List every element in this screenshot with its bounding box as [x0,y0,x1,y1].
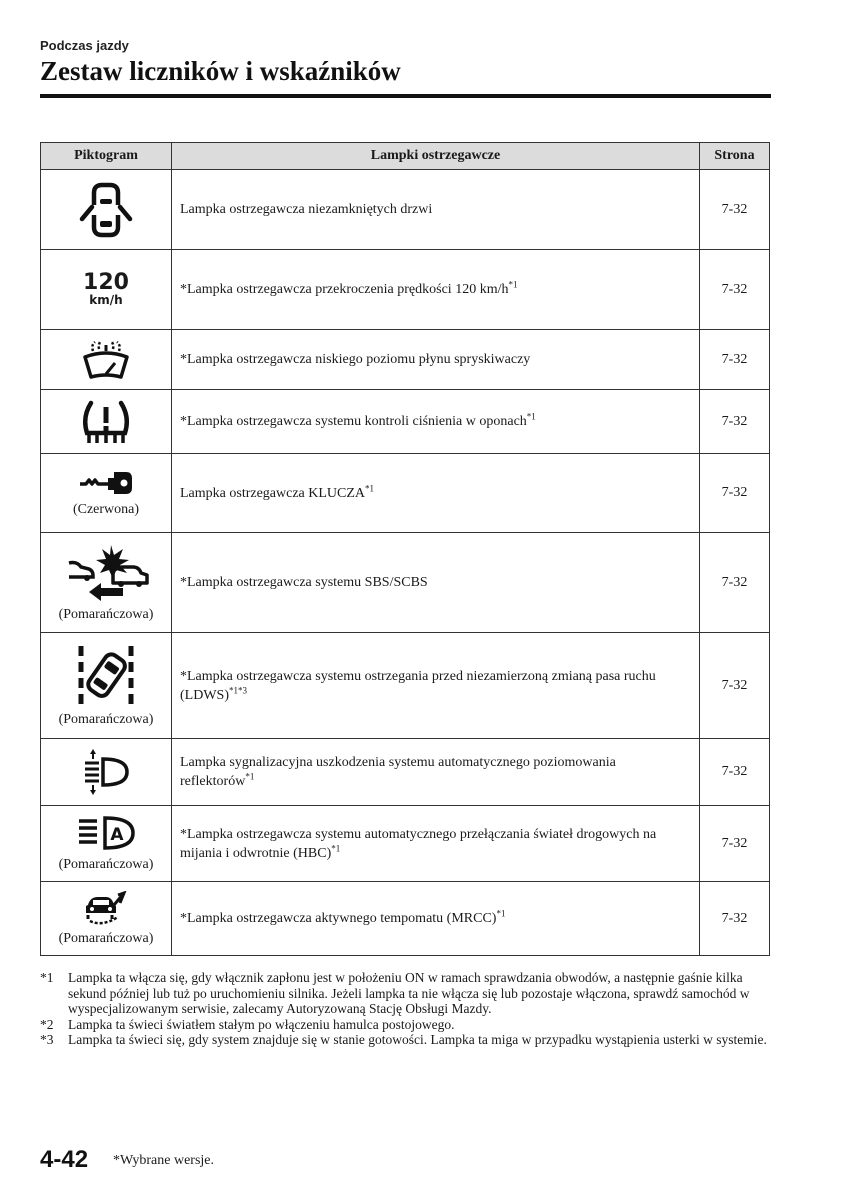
warning-description: *Lampka ostrzegawcza systemu kontroli ciśnienia w oponach$^{*1}$ [172,390,700,454]
page-number: 4-42 [40,1146,89,1173]
warning-description: *Lampka ostrzegawcza systemu SBS/SCBS [172,533,700,633]
table-row [41,882,770,956]
page-title: Zestaw liczników i wskaźników [40,56,401,86]
icon-cell [41,882,172,956]
washer-fluid-icon [81,339,131,381]
title-rule [40,94,771,98]
warning-description: *Lampka ostrzegawcza systemu automatycznego przełączania świateł drogowych na mijania i odwrotnie (HBC)$^{*1}$ [172,806,700,882]
footnote-mark: *1 [40,970,54,985]
page-reference: 7-32 [700,533,770,633]
speed-120-number: 120 [83,270,129,295]
door-ajar-icon [78,181,134,239]
warning-description: Lampka ostrzegawcza niezamkniętych drzwi [172,170,700,250]
icon-color-note: (Pomarańczowa) [58,711,154,727]
warning-description: *Lampka ostrzegawcza systemu ostrzegania przed niezamierzoną zmianą pasa ruchu (LDWS)$^{*1*3}$ [172,633,700,739]
warning-description: *Lampka ostrzegawcza aktywnego tempomatu (MRCC)$^{*1}$ [172,882,700,956]
key-icon [78,468,134,496]
footnote [40,970,780,1017]
footnotes [40,970,780,1048]
column-header-warning-lights: Lampki ostrzegawcze [172,143,700,170]
footnote-text: Lampka ta świeci się, gdy system znajduje się w stanie gotowości. Lampka ta miga w przypadku wystąpienia usterki w systemie. [68,1032,767,1047]
table-row [41,739,770,806]
page-reference: 7-32 [700,454,770,533]
table-row [41,390,770,454]
headlight-leveling-icon [81,747,131,797]
speed-120-icon [41,272,171,307]
page-reference: 7-32 [700,250,770,330]
column-header-page: Strona [700,143,770,170]
icon-cell [41,633,172,739]
hbc-icon [77,815,135,851]
icon-color-note: (Pomarańczowa) [58,606,154,622]
icon-cell [41,806,172,882]
icon-cell [41,170,172,250]
section-label: Podczas jazdy [40,38,129,53]
table-row [41,454,770,533]
page-reference: 7-32 [700,170,770,250]
table-row [41,806,770,882]
table-row [41,250,770,330]
footer-note: *Wybrane wersje. [113,1153,215,1168]
icon-cell [41,739,172,806]
warning-lights-table [40,142,770,956]
table-row [41,170,770,250]
icon-cell [41,390,172,454]
footnote-text: Lampka ta włącza się, gdy włącznik zapłonu jest w położeniu ON w ramach sprawdzania obwodów, a następnie gaśnie kilka sekund później lub tuż po uruchomieniu silnika. Jeżeli lampka ta nie włącza się lub pozostaje włączona, sprawdź samochód w wyspecjalizowanym serwisie, zalecamy Autoryzowaną Stację Obsługi Mazdy. [68,970,750,1016]
footnote [40,1017,780,1033]
table-row [41,330,770,390]
svg-text:A: A [110,824,124,845]
icon-color-note: (Czerwona) [72,502,140,517]
footnote-mark: *3 [40,1032,54,1047]
icon-cell [41,454,172,533]
warning-description: *Lampka ostrzegawcza przekroczenia prędkości 120 $km/h^{*1}$ [172,250,700,330]
icon-color-note: (Pomarańczowa) [58,856,154,872]
icon-cell [41,533,172,633]
footnote-mark: *2 [40,1016,54,1032]
page-reference: 7-32 [700,330,770,390]
page-reference: 7-32 [700,806,770,882]
page-reference: 7-32 [700,633,770,739]
warning-description: Lampka ostrzegawcza KLUCZA$^{*1}$ [172,454,700,533]
warning-description: *Lampka ostrzegawcza niskiego poziomu płynu spryskiwaczy [172,330,700,390]
warning-description: Lampka sygnalizacyjna uszkodzenia systemu automatycznego poziomowania reflektorów$^{*1}$ [172,739,700,806]
page-reference: 7-32 [700,739,770,806]
table-header-row [41,143,770,170]
icon-cell [41,250,172,330]
column-header-pictogram: Piktogram [41,143,172,170]
page-reference: 7-32 [700,390,770,454]
footnote [40,1032,780,1048]
speed-120-unit: km/h [89,293,123,307]
icon-color-note: (Pomarańczowa) [58,930,154,946]
mrcc-icon [84,891,128,925]
table-row [41,533,770,633]
footnote-text: Lampka ta świeci światłem stałym po włączeniu hamulca postojowego. [68,1016,455,1032]
icon-cell [41,330,172,390]
table-row [41,633,770,739]
tire-pressure-icon [79,399,133,445]
page-reference: 7-32 [700,882,770,956]
ldws-icon [75,644,137,706]
sbs-scbs-icon [63,543,149,601]
